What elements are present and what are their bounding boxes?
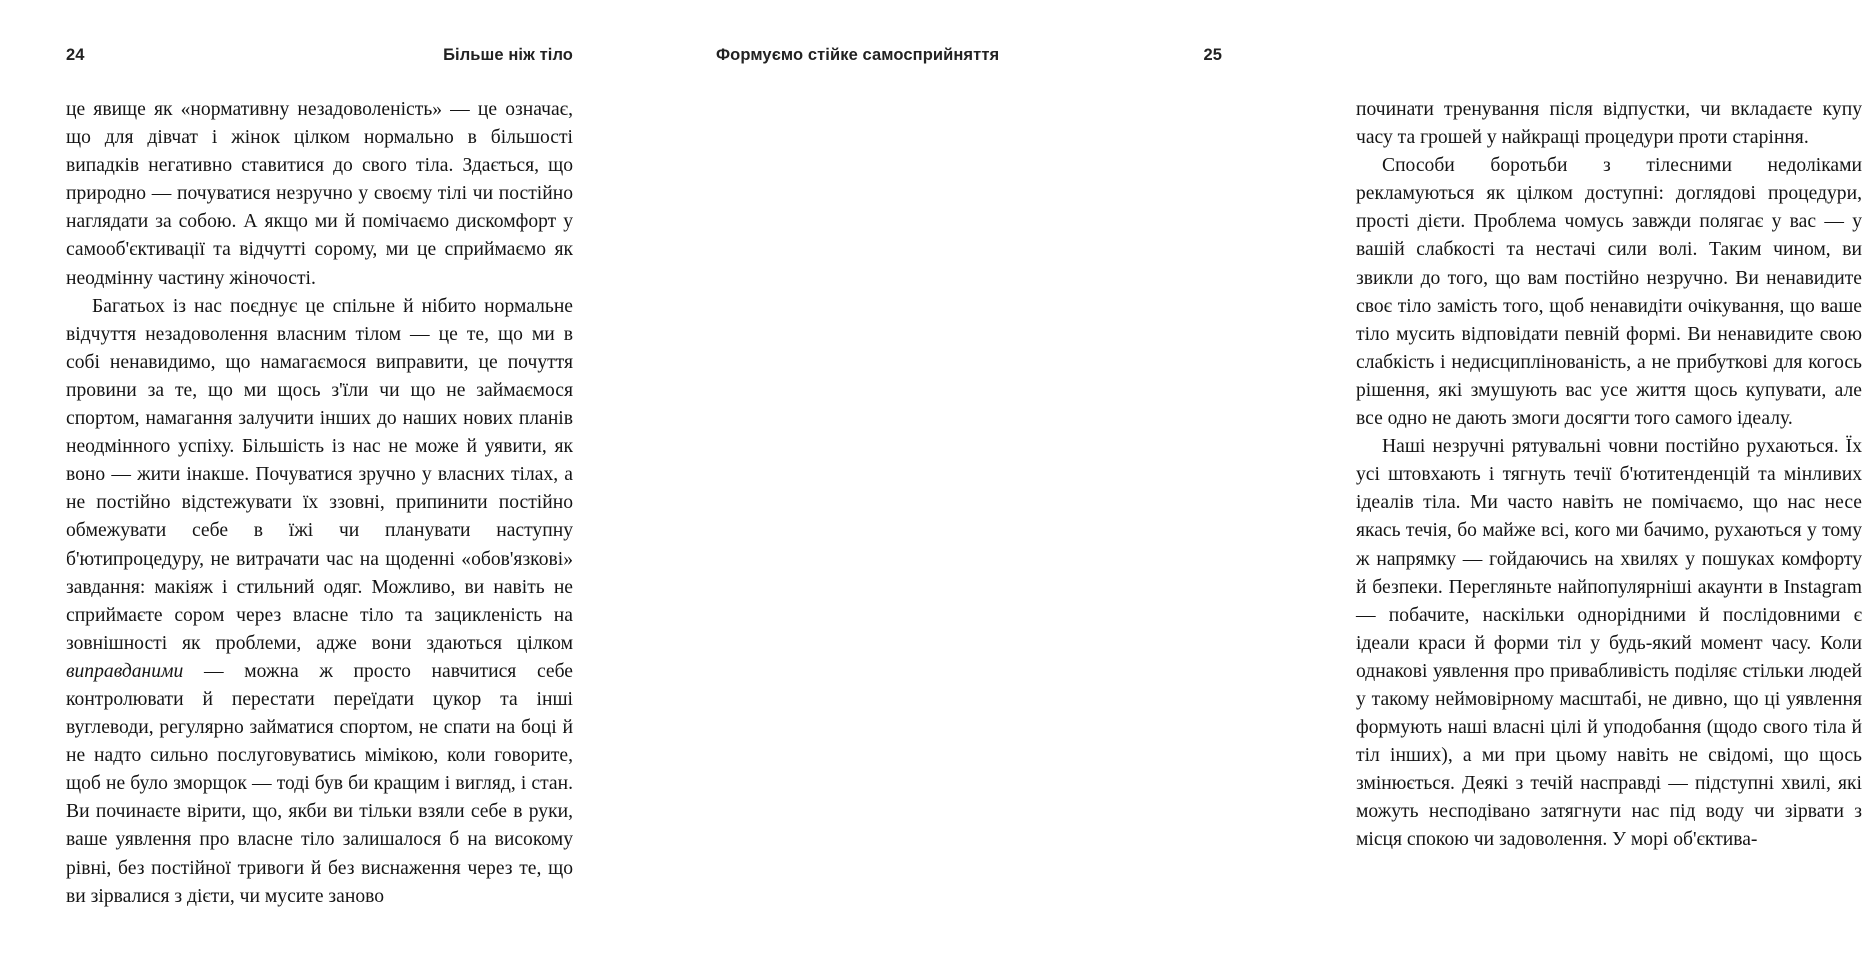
page-number-right: 25 — [1203, 45, 1222, 64]
running-head-left — [66, 42, 573, 68]
paragraph: це явище як «нормативну незадоволеність» — це означає, що для дівчат і жінок цілком нормально в більшості випадків негативно ставитися до свого тіла. Здається, що природно — почуватися незручно у своєму тілі чи постійно наглядати за собою. А якщо ми й помічаємо дискомфорт у самооб'єктивації та відчутті сорому, ми це сприймаємо як неодмінну частину жіночості. — [66, 99, 573, 289]
running-head-title-right: Формуємо стійке самосприйняття — [716, 45, 1000, 64]
paragraph: Наші незручні рятувальні човни постійно рухаються. Їх усі штовхають і тягнуть течії б'ютитенденцій та мінливих ідеалів тіла. Ми часто навіть не помічаємо, що нас несе якась течія, бо майже всі, кого ми бачимо, рухаються у тому ж напрямку — гойдаючись на хвилях у пошуках комфорту й безпеки. Перегляньте найпопулярніші акаунти в Instagram — побачите, наскільки однорідними й послідовними є ідеали краси й форми тіл у будь-який момент часу. Коли однакові уявлення про привабливість поділяє стільки людей у такому неймовірному масштабі, не дивно, що ці уявлення формують наші власні цілі й уподобання (щодо свого тіла й тіл інших), а ми при цьому навіть не свідомі, що щось змінюється. Деякі з течій насправді — підступні хвилі, які можуть несподівано затягнути нас під воду чи зірвати з місця спокою чи задоволення. У морі об'єктива- — [1356, 436, 1862, 851]
page-left — [0, 0, 640, 960]
body-text-left — [66, 96, 573, 911]
paragraph — [66, 293, 573, 911]
page-number-left: 24 — [66, 45, 85, 64]
body-text-right — [1356, 96, 1862, 855]
paragraph: Способи боротьби з тілесними недоліками рекламуються як цілком доступні: доглядові процедури, прості дієти. Проблема чомусь завжди полягає у вас — у вашій слабкості та нестачі сили волі. Таким чином, ви звикли до того, що вам постійно незручно. Ви ненавидите своє тіло замість того, щоб ненавидіти очікування, що ваше тіло мусить відповідати певній формі. Ви ненавидите свою слабкість і недисциплінованість, а не прибуткові для когось рішення, які змушують вас усе життя щось купувати, але все одно не дають змоги досягти того самого ідеалу. — [1356, 155, 1862, 430]
page-right — [640, 0, 1862, 960]
paragraph-text-segment: Багатьох із нас поєднує це спільне й нібито нормальне відчуття незадоволення власним тілом — це те, що ми в собі ненавидимо, що намагаємося виправити, це почуття провини за те, що ми щось з'їли чи що не займаємося спортом, намагання залучити інших до наших нових планів неодмінного успіху. Більшість із нас не може й уявити, як воно — жити інакше. Почуватися зручно у власних тілах, а не постійно відстежувати їх ззовні, припинити постійно обмежувати себе в їжі чи планувати наступну б'ютипроцедуру, не витрачати час на щоденні «обов'язкові» завдання: макіяж і стильний одяг. Можливо, ви навіть не сприймаєте сором через власне тіло та зацикленість на зовнішності як проблеми, адже вони здаються цілком — [66, 295, 573, 654]
running-head-right — [716, 42, 1222, 68]
emphasized-term: виправданими — [66, 660, 184, 682]
paragraph-text-segment: — можна ж просто навчитися себе контролювати й перестати переїдати цукор та інші вуглеводи, регулярно займатися спортом, не спати на боці й не надто сильно послуговуватись мімікою, коли говорите, щоб не було зморщок — тоді був би кращим і вигляд, і стан. Ви починаєте вірити, що, якби ви тільки взяли себе в руки, ваше уявлення про власне тіло залишалося б на високому рівні, без постійної тривоги й без виснаження через те, що ви зірвалися з дієти, чи мусите заново — [66, 660, 573, 907]
running-head-title-left: Більше ніж тіло — [443, 45, 573, 64]
paragraph: починати тренування після відпустки, чи вкладаєте купу часу та грошей у найкращі процедури проти старіння. — [1356, 99, 1862, 149]
